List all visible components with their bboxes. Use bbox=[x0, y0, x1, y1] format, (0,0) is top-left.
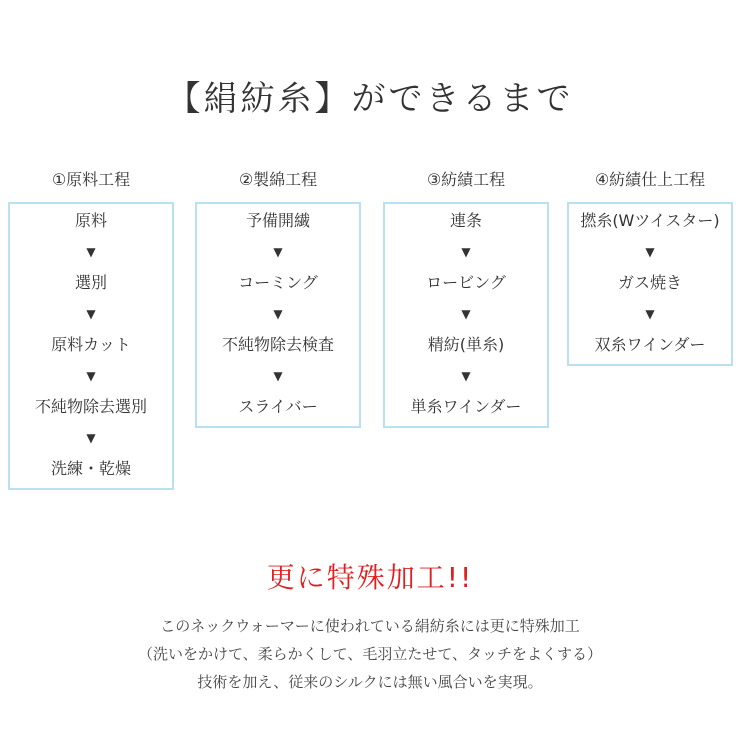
process-step: 精紡(単糸) bbox=[427, 335, 505, 354]
process-step: スライバー bbox=[238, 397, 318, 416]
process-step: ロービング bbox=[426, 273, 506, 292]
process-step: 不純物除去検査 bbox=[221, 335, 334, 354]
process-box bbox=[8, 202, 174, 490]
process-box bbox=[567, 202, 733, 366]
process-step: 撚糸(Wツイスター) bbox=[580, 211, 720, 230]
process-column-4 bbox=[567, 168, 733, 366]
down-arrow-icon: ▼ bbox=[273, 245, 283, 259]
process-column-2 bbox=[195, 168, 361, 428]
process-step: 単糸ワインダー bbox=[410, 397, 522, 416]
down-arrow-icon: ▼ bbox=[273, 369, 283, 383]
down-arrow-icon: ▼ bbox=[86, 431, 96, 445]
description-line: 技術を加え、従来のシルクには無い風合いを実現。 bbox=[197, 673, 543, 691]
down-arrow-icon: ▼ bbox=[86, 369, 96, 383]
process-step: 不純物除去選別 bbox=[34, 397, 147, 416]
process-step: 洗練・乾燥 bbox=[50, 459, 131, 478]
process-column-heading: ②製綿工程 bbox=[238, 170, 318, 189]
down-arrow-icon: ▼ bbox=[273, 307, 283, 321]
down-arrow-icon: ▼ bbox=[645, 245, 655, 259]
process-step: 選別 bbox=[74, 273, 107, 292]
description-line: このネックウォーマーに使われている絹紡糸には更に特殊加工 bbox=[160, 617, 580, 635]
down-arrow-icon: ▼ bbox=[461, 369, 471, 383]
process-step: 原料カット bbox=[51, 335, 131, 354]
page-title: 【絹紡糸】ができるまで bbox=[166, 78, 574, 119]
process-step: 連条 bbox=[449, 211, 482, 230]
description-line: （洗いをかけて、柔らかくして、毛羽立たせて、タッチをよくする） bbox=[137, 645, 603, 663]
special-processing-heading: 更に特殊加工!! bbox=[266, 561, 474, 594]
process-column-heading: ④紡績仕上工程 bbox=[594, 170, 706, 189]
process-step: 予備開繊 bbox=[245, 211, 310, 230]
down-arrow-icon: ▼ bbox=[461, 245, 471, 259]
process-step: ガス焼き bbox=[617, 273, 682, 292]
process-column-1 bbox=[8, 168, 174, 490]
down-arrow-icon: ▼ bbox=[645, 307, 655, 321]
process-column-3 bbox=[383, 168, 549, 428]
description bbox=[0, 612, 740, 696]
process-step: 原料 bbox=[74, 211, 107, 230]
process-column-heading: ①原料工程 bbox=[51, 170, 131, 189]
process-column-heading: ③紡績工程 bbox=[426, 170, 506, 189]
process-box bbox=[195, 202, 361, 428]
process-step: 双糸ワインダー bbox=[594, 335, 706, 354]
down-arrow-icon: ▼ bbox=[86, 245, 96, 259]
down-arrow-icon: ▼ bbox=[461, 307, 471, 321]
process-step: コーミング bbox=[238, 273, 318, 292]
down-arrow-icon: ▼ bbox=[86, 307, 96, 321]
process-box bbox=[383, 202, 549, 428]
